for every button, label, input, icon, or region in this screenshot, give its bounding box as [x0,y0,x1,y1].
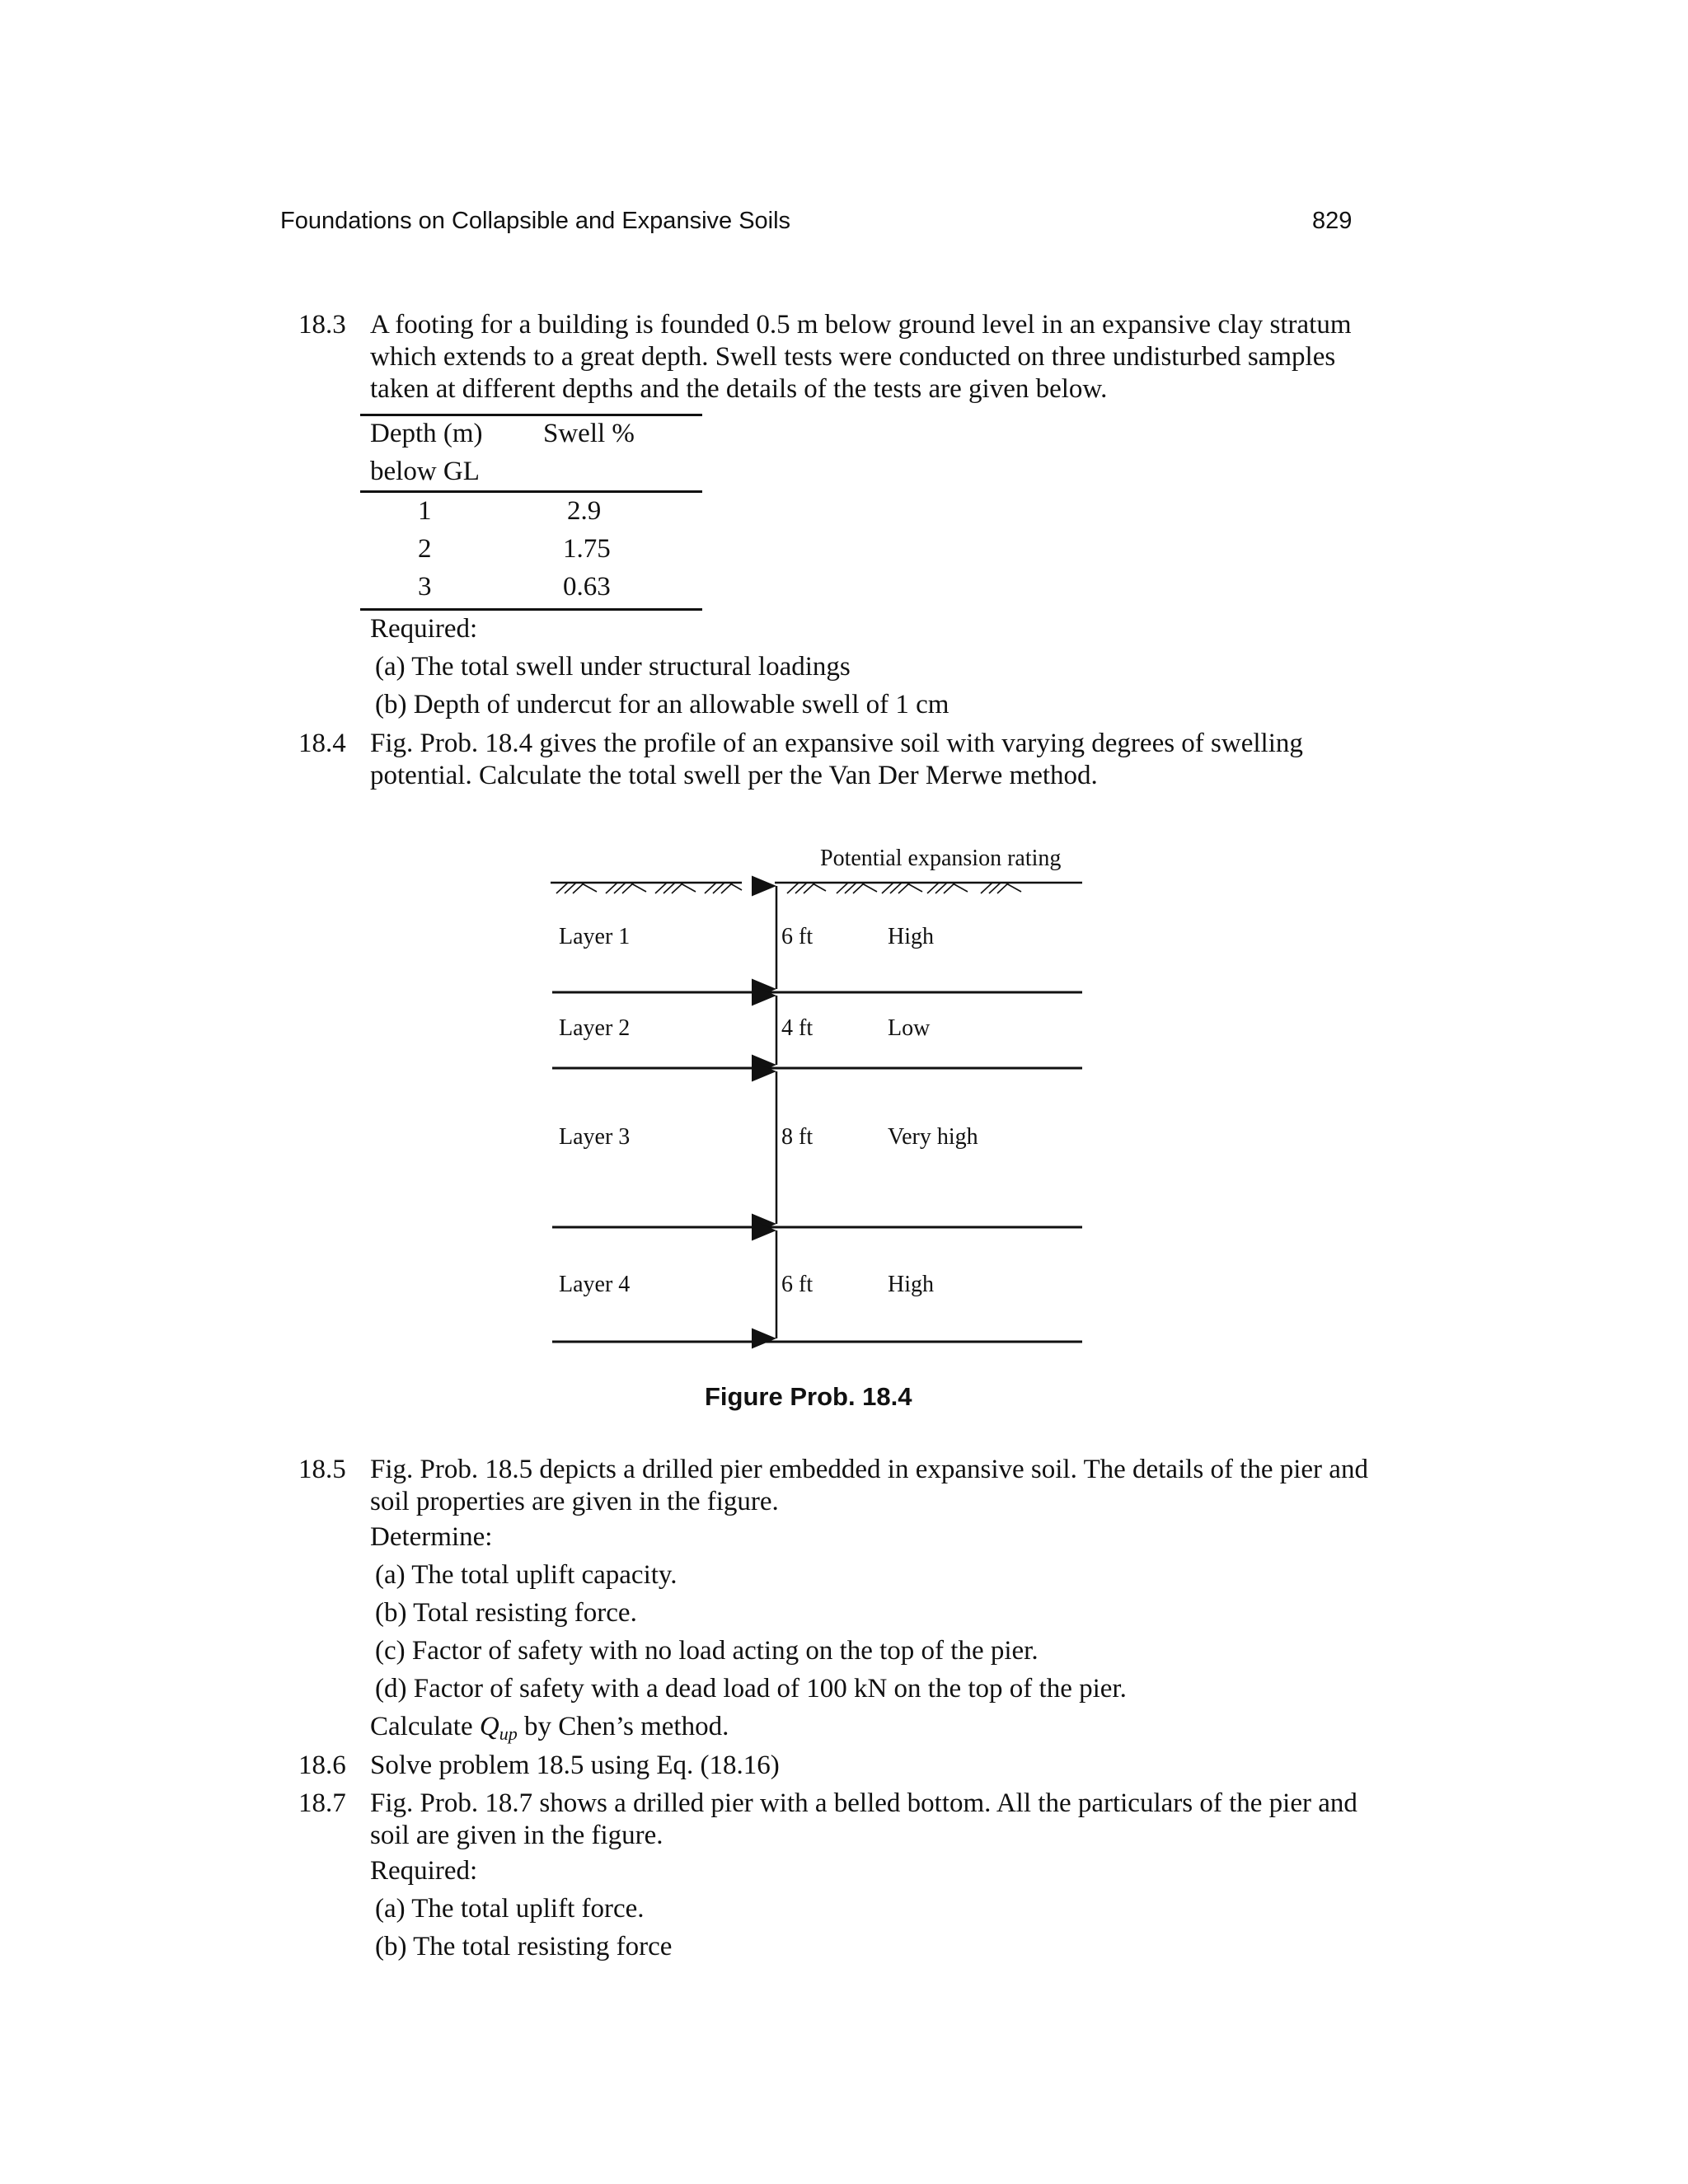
layer-rating: Very high [888,1124,978,1150]
layer-thickness: 6 ft [781,924,814,949]
problem-number-18-5: 18.5 [298,1455,346,1484]
problem-text-line: potential. Calculate the total swell per the Van Der Merwe method. [370,761,1098,790]
table-cell-swell: 1.75 [563,534,611,564]
layer-thickness: 8 ft [781,1124,814,1150]
layer-name: Layer 2 [559,1015,631,1041]
table-cell-swell: 2.9 [567,496,602,526]
layer-rating: Low [888,1015,931,1041]
q-up-symbol: Q [479,1712,499,1741]
problem-text-line: soil properties are given in the figure. [370,1487,779,1516]
running-header-title: Foundations on Collapsible and Expansive Soils [280,208,791,234]
problem-number-18-4: 18.4 [298,729,346,758]
calculate-prefix: Calculate [370,1712,480,1741]
calculate-line [370,1712,729,1745]
table-header-depth: Depth (m) [370,419,483,448]
table-header-depth-sub: below GL [370,457,480,486]
table-cell-depth: 2 [418,534,432,564]
problem-number-18-7: 18.7 [298,1788,346,1818]
figure-caption: Figure Prob. 18.4 [705,1382,912,1411]
layer-name: Layer 4 [559,1272,631,1297]
layer-thickness: 4 ft [781,1015,814,1041]
required-item: (b) Depth of undercut for an allowable swell of 1 cm [375,690,950,719]
layer-name: Layer 3 [559,1124,631,1150]
problem-text-line: Solve problem 18.5 using Eq. (18.16) [370,1750,780,1780]
determine-item: (b) Total resisting force. [375,1598,637,1628]
problem-text-line: Fig. Prob. 18.7 shows a drilled pier with a belled bottom. All the particulars of the pier and [370,1788,1357,1818]
layer-rating: High [888,924,934,949]
determine-item: (d) Factor of safety with a dead load of 100 kN on the top of the pier. [375,1674,1127,1704]
problem-text-line: Fig. Prob. 18.4 gives the profile of an expansive soil with varying degrees of swelling [370,729,1303,758]
expansion-rating-header: Potential expansion rating [820,846,1062,871]
required-label: Required: [370,614,478,644]
table-header-swell: Swell % [543,419,635,448]
table-cell-depth: 3 [418,572,432,602]
table-cell-swell: 0.63 [563,572,611,602]
q-up-subscript: up [499,1723,518,1744]
determine-item: (a) The total uplift capacity. [375,1560,678,1590]
required-label: Required: [370,1856,478,1886]
layer-thickness: 6 ft [781,1272,814,1297]
problem-number-18-3: 18.3 [298,310,346,340]
required-item: (b) The total resisting force [375,1932,673,1961]
layer-rating: High [888,1272,934,1297]
problem-text-line: Fig. Prob. 18.5 depicts a drilled pier embedded in expansive soil. The details of the pier and [370,1455,1368,1484]
layer-name: Layer 1 [559,924,631,949]
required-item: (a) The total uplift force. [375,1894,645,1924]
determine-item: (c) Factor of safety with no load acting on the top of the pier. [375,1636,1039,1666]
ground-hatch-symbol [556,883,1021,893]
problem-text-line: soil are given in the figure. [370,1821,663,1850]
problem-number-18-6: 18.6 [298,1750,346,1780]
problem-text-line: which extends to a great depth. Swell tests were conducted on three undisturbed samples [370,342,1336,372]
problem-text-line: A footing for a building is founded 0.5 m below ground level in an expansive clay stratum [370,310,1352,340]
calculate-suffix: by Chen’s method. [517,1712,729,1741]
problem-text-line: taken at different depths and the details of the tests are given below. [370,374,1108,404]
table-cell-depth: 1 [418,496,432,526]
required-item: (a) The total swell under structural loadings [375,652,851,682]
determine-label: Determine: [370,1522,493,1552]
page-number: 829 [1312,208,1353,234]
